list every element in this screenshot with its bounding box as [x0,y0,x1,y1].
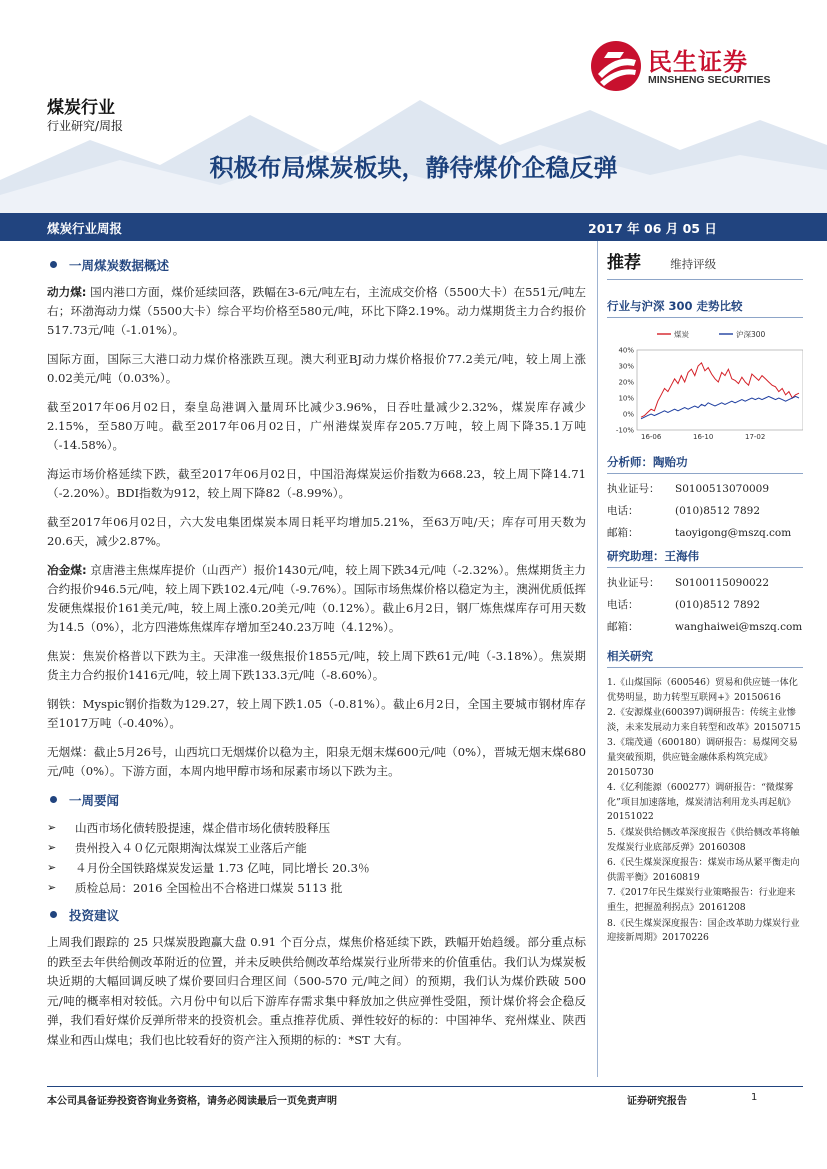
assistant-license-row [607,572,803,594]
label-coking-coal: 冶金煤: [47,563,87,577]
assistant-title: 研究助理：王海伟 [607,548,803,568]
brand-name-en: MINSHENG SECURITIES [648,74,771,86]
footer-doc-type: 证券研究报告 [627,1096,687,1107]
row-key: 电话： [607,599,639,611]
paragraph-steel: 钢铁：Myspic钢价指数为129.27，较上周下跌1.05（-0.81%）。截止6月2日，全国主要城市钢材库存至1017万吨（-0.40%）。 [47,697,586,730]
related-research-title: 相关研究 [607,648,803,668]
legend-label: 煤炭 [674,330,689,339]
news-item: ➢ 质检总局：2016 全国检出不合格进口煤炭 5113 批 [47,878,586,898]
column-divider [597,241,598,1077]
brand-name-cn: 民生证券 [648,48,748,76]
industry-label: 煤炭行业 [47,98,115,118]
assistant-email[interactable]: wanghaiwei@mszq.com [675,621,803,633]
chart-title: 行业与沪深 300 走势比较 [607,298,803,318]
related-report-list [607,676,803,946]
news-item: ➢ ４月份全国铁路煤炭发运量 1.73 亿吨，同比增长 20.3％ [47,858,586,878]
y-tick-label: -10% [615,426,634,435]
report-type: 行业研究/周报 [47,119,124,133]
paragraph-shipping: 海运市场价格延续下跌，截至2017年06月02日，中国沿海煤炭运价指数为668.23，较上周下降14.71（-2.20%）。BDI指数为912，较上周下降82（-8.99%）。 [47,467,586,500]
footer-divider [47,1086,803,1087]
analyst-title: 分析师：陶贻功 [607,454,803,474]
row-value: (010)8512 7892 [675,599,761,611]
row-key: 电话： [607,505,639,517]
text-thermal-coal: 国内港口方面，煤价延续回落，跌幅在3-6元/吨左右，主流成交价格（5500大卡）在551元/吨左右；环渤海动力煤（5500大卡）综合平均价格至580元/吨，环比下降2.19%。动力煤期货主力合约报价517.73元/吨（-1.01%）。 [47,285,586,337]
row-value: S0100513070009 [675,483,770,495]
series-line-hs300 [641,396,799,418]
analyst-info [607,478,803,544]
news-item: ➢ 贵州投入４０亿元限期淘汰煤炭工业落后产能 [47,838,586,858]
section-news-title: 一周要闻 [47,791,586,810]
page-number: 1 [751,1092,758,1103]
page-title: 积极布局煤炭板块，静待煤价企稳反弹 [209,154,618,182]
series-line-coal [641,363,799,417]
report-series: 煤炭行业周报 [47,221,123,236]
paragraph-investment: 上周我们跟踪的 25 只煤炭股跑赢大盘 0.91 个百分点，煤焦价格延续下跌，跌幅开始趋缓。部分重点标的跌至去年供给侧改革附近的位置，并未反映供给侧改革给煤炭行业所带来的价值重估。我们认为煤炭板块近期的大幅回调反映了煤价要回归合理区间（500-570 元/吨之间）的预期，我们认为煤价跌破 500 元/吨的概率相对较低。六月份中旬以后下游库存需求集中释放加之供应弹性受阻，预计煤价将会企稳反弹，我们看好煤价反弹所带来的投资机会。重点推荐优质、弹性较好的标的：中国神华、兖州煤业、陕西煤业和西山煤电；我们也比较看好的资产注入预期的标的：*ST 大有。 [47,935,586,1047]
x-tick-label: 16-10 [693,433,714,441]
main-content [47,256,586,1060]
paragraph-anthracite: 无烟煤：截止5月26号，山西坑口无烟煤价以稳为主，阳泉无烟末煤600元/吨（0%），晋城无烟末煤680元/吨（0%）。下游方面，本周内地甲醇市场和尿素市场以下跌为主。 [47,745,586,778]
paragraph-port-stock: 截至2017年06月02日，秦皇岛港调入量周环比减少3.96%，日吞吐量减少2.32%，煤炭库存减少2.15%，至580万吨。截至2017年06月02日，广州港煤炭库存205.7万吨，较上周下降35.1万吨（-14.58%）。 [47,400,586,452]
trend-chart [607,326,803,444]
related-report-item[interactable]: 2.《安源煤业(600397)调研报告：传统主业惨淡，未来发展动力来自转型和改革》20150715 [607,707,801,733]
related-report-item[interactable]: 8.《民生煤炭深度报告：国企改革助力煤炭行业迎接新周期》20170226 [607,917,800,944]
related-report-item[interactable]: 6.《民生煤炭深度报告：煤炭市场从紧平衡走向供需平衡》20160819 [607,857,800,883]
paragraph-coking-coal [47,561,586,637]
text-coking-coal: 京唐港主焦煤库提价（山西产）报价1430元/吨，较上周下跌34元/吨（-2.32%）。焦煤期货主力合约报价946.5元/吨，较上周下跌102.4元/吨（-9.76%）。国际市场焦煤价格以稳定为主，澳洲优质低挥发硬焦煤报价161美元/吨，较上周上涨0.20美元/吨（0.12%）。截止6月2日，钢厂炼焦煤库存可用天数为14.5（0%），北方四港炼焦煤库存增加至240.23万吨（4.12%）。 [47,563,586,634]
row-key: 执业证号： [607,577,660,589]
row-key: 邮箱： [607,527,639,539]
assistant-info [607,572,803,638]
footer-disclaimer: 本公司具备证券投资咨询业务资格，请务必阅读最后一页免责声明 [47,1096,337,1107]
row-value: (010)8512 7892 [675,505,761,517]
row-key: 执业证号： [607,483,660,495]
recommendation: 推荐 [607,253,641,273]
analyst-email-row [607,522,803,544]
row-value: S0100115090022 [675,577,770,589]
y-tick-label: 40% [618,346,634,355]
analyst-email[interactable]: taoyigong@mszq.com [675,527,792,539]
label-thermal-coal: 动力煤: [47,285,87,299]
assistant-phone-row [607,594,803,616]
minsheng-logo-icon [590,40,642,92]
paragraph-power-groups: 截至2017年06月02日，六大发电集团煤炭本周日耗平均增加5.21%，至63万吨/天；库存可用天数为20.6天，减少2.87%。 [47,515,586,548]
related-report-item[interactable]: 5.《煤炭供给侧改革深度报告《供给侧改革将触发煤炭行业底部反弹》20160308 [607,826,800,853]
rating-status: 维持评级 [670,257,717,271]
y-tick-label: 30% [618,362,634,371]
report-date: 2017 年 06 月 05 日 [588,221,717,236]
news-item: ➢ 山西市场化债转股提速，煤企借市场化债转股释压 [47,818,586,838]
legend-label: 沪深300 [736,330,766,339]
paragraph-international: 国际方面，国际三大港口动力煤价格涨跌互现。澳大利亚BJ动力煤价格报价77.2美元/吨，较上周上涨0.02美元/吨（0.03%）。 [47,352,586,385]
paragraph-thermal-coal [47,283,586,340]
related-report-item[interactable]: 3.《瑞茂通（600180）调研报告：易煤网交易量突破预期，供应链金融体系构筑完成》20150730 [607,737,798,778]
row-key: 邮箱： [607,621,639,633]
related-report-item[interactable]: 1.《山煤国际（600546）贸易和供应链一体化优势明显，助力转型互联网+》20150616 [607,677,798,703]
y-tick-label: 0% [622,410,634,419]
related-report-item[interactable]: 4.《亿利能源（600277）调研报告：“微煤雾化”项目加速落地，煤炭清洁利用龙头再起航》20151022 [607,782,796,823]
analyst-license-row [607,478,803,500]
assistant-email-row [607,616,803,638]
x-tick-label: 17-02 [745,433,766,441]
y-tick-label: 10% [618,394,634,403]
paragraph-coke: 焦炭：焦炭价格普以下跌为主。天津准一级焦报价1855元/吨，较上周下跌61元/吨（-3.18%）。焦炭期货主力合约报价1416元/吨，较上周下跌133.3元/吨（-8.60%）。 [47,649,586,682]
y-tick-label: 20% [618,378,634,387]
related-report-item[interactable]: 7.《2017年民生煤炭行业策略报告：行业迎来重生，把握盈利拐点》20161208 [607,887,796,913]
sidebar [607,246,803,947]
section-invest-title: 投资建议 [47,906,586,925]
news-list [47,818,586,898]
section-overview-title: 一周煤炭数据概述 [47,256,586,275]
x-tick-label: 16-06 [641,433,662,441]
analyst-phone-row [607,500,803,522]
